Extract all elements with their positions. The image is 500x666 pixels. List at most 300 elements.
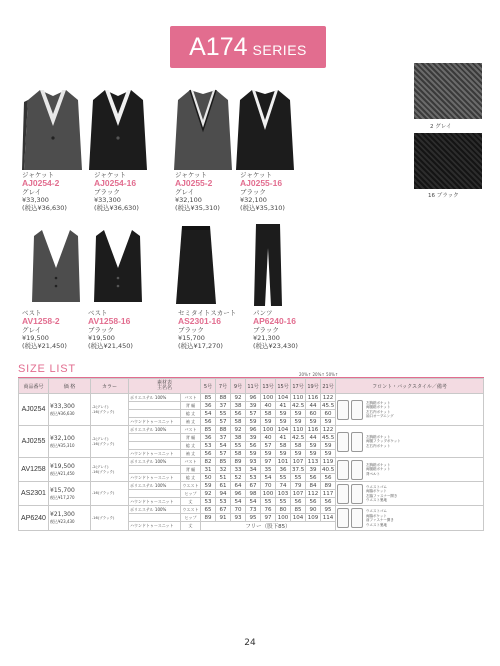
size-value: 100 [261, 490, 276, 498]
back-style-icon [351, 460, 363, 480]
table-row [19, 482, 484, 490]
size-value: 57 [216, 418, 231, 426]
item-code: AP6240-16 [253, 316, 297, 326]
measure-part: 袖 丈 [181, 450, 201, 458]
size-value: 51 [216, 474, 231, 482]
size-value: 110 [291, 426, 306, 434]
price-tax-value: 税込¥17,270 [50, 494, 75, 500]
size-value: 53 [246, 474, 261, 482]
product-colors: -16(ブラック) [91, 482, 129, 506]
size-value: 32 [216, 466, 231, 474]
item-price: ¥33,300 [94, 196, 121, 204]
size-value: 39 [306, 466, 321, 474]
size-value: 58 [261, 410, 276, 418]
product-price [49, 482, 91, 506]
size-value: 58 [231, 450, 246, 458]
size-value: 57 [216, 450, 231, 458]
size-value: 55 [276, 498, 291, 506]
size-value: 96 [246, 426, 261, 434]
size-value: 113 [306, 458, 321, 466]
size-value: 56 [201, 418, 216, 426]
item-code: AJ0254-2 [22, 178, 60, 188]
item-color: グレイ [22, 188, 42, 196]
header-size: 13号 [261, 379, 276, 394]
size-value: 36 [201, 402, 216, 410]
front-style-icon [337, 508, 349, 528]
size-value: 59 [321, 450, 336, 458]
header-price: 価 格 [49, 379, 91, 394]
item-price: ¥21,300 [253, 334, 280, 342]
skirt-as2301-16-image [170, 224, 222, 306]
style-note-cell [336, 482, 484, 506]
measure-part: 総 丈 [181, 474, 201, 482]
size-value: 53 [216, 498, 231, 506]
size-value: 91 [216, 514, 231, 522]
material-cell: ハウンドトゥースニット [129, 522, 181, 531]
size-value: 59 [261, 418, 276, 426]
material-cell: ハウンドトゥースニット [129, 450, 181, 458]
size-value: 54 [246, 498, 261, 506]
item-color: ブラック [88, 326, 114, 334]
item-type: ベスト [88, 309, 108, 317]
product-code: AV1258 [19, 458, 49, 482]
material-cell [129, 514, 181, 522]
header-color: カラー [91, 379, 129, 394]
size-value: 53 [201, 442, 216, 450]
size-value: 55 [291, 474, 306, 482]
size-value: 97 [261, 514, 276, 522]
size-value: 76 [261, 506, 276, 514]
front-style-icon [337, 432, 349, 452]
size-value: 67 [246, 482, 261, 490]
size-value: 80 [276, 506, 291, 514]
size-value: 100 [276, 514, 291, 522]
size-value: 59 [306, 450, 321, 458]
size-value: 39 [246, 402, 261, 410]
item-color: ブラック [94, 188, 120, 196]
item-color: グレイ [175, 188, 195, 196]
pants-ap6240-16-image [252, 222, 284, 308]
item-price-tax: (税込¥23,430) [253, 342, 298, 350]
measure-part: バスト [181, 426, 201, 434]
size-value: 56 [231, 410, 246, 418]
size-value: 67 [216, 506, 231, 514]
item-price-tax: (税込¥21,450) [88, 342, 133, 350]
item-color: ブラック [240, 188, 266, 196]
size-value: 109 [306, 514, 321, 522]
item-price-tax: (税込¥17,270) [178, 342, 223, 350]
price-tax-value: 税込¥23,430 [50, 519, 75, 524]
size-value: 93 [231, 514, 246, 522]
front-style-icon [337, 484, 349, 504]
item-price-tax: (税込¥35,310) [175, 204, 220, 212]
size-value: 122 [321, 426, 336, 434]
size-value: 40 [261, 402, 276, 410]
item-color: ブラック [253, 326, 279, 334]
size-value: 42.5 [292, 434, 305, 441]
size-value: 97 [261, 458, 276, 466]
size-value: 104 [276, 426, 291, 434]
header-size: 11号 [246, 379, 261, 394]
header-size: 19号 [306, 379, 321, 394]
size-value: 39 [246, 434, 261, 442]
size-value: 37.5 [292, 466, 305, 473]
bottom-caption-4 [253, 309, 298, 350]
size-value: 59 [246, 418, 261, 426]
size-value: 57 [261, 442, 276, 450]
measure-part: バスト [181, 458, 201, 466]
size-value: 85 [216, 458, 231, 466]
size-value: 59 [276, 418, 291, 426]
size-value: 54 [201, 410, 216, 418]
header-code: 商品番号 [19, 379, 49, 394]
size-value: 44 [306, 434, 321, 442]
header-size: 9号 [231, 379, 246, 394]
price-value: ¥32,100 [50, 434, 75, 442]
jacket-aj0255-2-image [172, 86, 234, 172]
style-note: 左胸箱ポケット 両腰フラップポケット 左右内ポケット [366, 434, 401, 448]
style-note: ウエストゴム 両脇ポケット 左脇ファスナー開き ウエスト裏地 [366, 484, 398, 502]
size-value: 45.5 [322, 434, 335, 441]
jacket-caption-1 [22, 171, 67, 212]
size-table [18, 378, 484, 531]
size-value: 56 [201, 450, 216, 458]
size-value: 96 [246, 394, 261, 402]
size-value: 59 [276, 450, 291, 458]
size-value: 59 [306, 442, 321, 450]
size-value: 56 [246, 442, 261, 450]
material-cell [129, 490, 181, 498]
back-style-icon [351, 400, 363, 420]
material-cell: ハウンドトゥースニット [129, 418, 181, 426]
size-value: 38 [231, 434, 246, 442]
material-cell [129, 402, 181, 410]
size-value: 41 [276, 402, 291, 410]
series-banner [170, 26, 326, 68]
style-note-cell [336, 394, 484, 426]
measure-part: 袖 丈 [181, 418, 201, 426]
size-value: 117 [321, 490, 336, 498]
measure-part: ウエスト [181, 482, 201, 490]
size-value: 40.5 [322, 466, 335, 473]
product-colors: -2(グレイ) -16(ブラック) [91, 458, 129, 482]
header-size: 5号 [201, 379, 216, 394]
header-material: 素材表 主名名 [129, 379, 201, 394]
price-value: ¥33,300 [50, 402, 75, 410]
size-table-body [19, 394, 484, 531]
fabric-swatch-gray [414, 63, 482, 119]
size-value: 59 [291, 418, 306, 426]
product-code: AJ0255 [19, 426, 49, 458]
bottom-caption-1 [22, 309, 67, 350]
size-value: 59 [291, 410, 306, 418]
jacket-aj0254-16-image [87, 86, 149, 172]
size-value: 116 [306, 394, 321, 402]
measure-part: 丈 [181, 498, 201, 506]
size-value: 59 [321, 418, 336, 426]
size-value: 58 [276, 442, 291, 450]
size-list-title: SIZE LIST [18, 363, 76, 375]
size-value: 100 [261, 426, 276, 434]
size-value: 31 [201, 466, 216, 474]
size-value: 89 [231, 458, 246, 466]
size-value: 33 [231, 466, 246, 474]
size-value: 56 [306, 474, 321, 482]
style-note: 左胸箱ポケット 両腰箱ポケット 背ベルト [366, 462, 391, 476]
table-row [19, 426, 484, 434]
size-value: 70 [261, 482, 276, 490]
header-size: 17号 [291, 379, 306, 394]
size-table-header [19, 379, 484, 394]
jacket-caption-4 [240, 171, 285, 212]
size-value: 70 [231, 506, 246, 514]
measure-part: 背 幅 [181, 434, 201, 442]
item-price: ¥15,700 [178, 334, 205, 342]
item-price: ¥33,300 [22, 196, 49, 204]
swatch-label-gray: 2 グレイ [430, 124, 452, 130]
size-value: 122 [321, 394, 336, 402]
item-color: ブラック [178, 326, 204, 334]
size-value: 92 [201, 490, 216, 498]
size-value: 88 [216, 426, 231, 434]
size-value: 59 [276, 410, 291, 418]
table-row [19, 394, 484, 402]
unit-note: 20%↑ 20%↑ 50%↑ [299, 372, 339, 377]
item-price-tax: (税込¥21,450) [22, 342, 67, 350]
jacket-caption-2 [94, 171, 139, 212]
style-note-cell [336, 426, 484, 458]
price-value: ¥19,500 [50, 462, 75, 470]
size-value: 116 [306, 426, 321, 434]
size-value: 107 [291, 458, 306, 466]
item-code: AJ0255-16 [240, 178, 283, 188]
material-cell: ポリエステル 100% [129, 482, 181, 490]
size-value: 73 [246, 506, 261, 514]
size-value: 94 [216, 490, 231, 498]
item-price: ¥19,500 [22, 334, 49, 342]
size-value: 92 [231, 394, 246, 402]
item-type: ジャケット [94, 171, 127, 179]
size-value: 55 [276, 474, 291, 482]
size-value: 54 [216, 442, 231, 450]
measure-part: 丈 [181, 522, 201, 531]
size-value: 56 [321, 474, 336, 482]
product-price [49, 426, 91, 458]
item-type: ジャケット [22, 171, 55, 179]
size-value: 85 [291, 506, 306, 514]
item-type: パンツ [253, 309, 273, 317]
size-value: 119 [321, 458, 336, 466]
size-value: 59 [306, 418, 321, 426]
size-value: 107 [291, 490, 306, 498]
size-value: 35 [261, 466, 276, 474]
series-code: A174 [189, 32, 248, 61]
header-size: 15号 [276, 379, 291, 394]
size-value: 88 [216, 394, 231, 402]
vest-av1258-16-image [92, 228, 144, 304]
size-value: 54 [261, 474, 276, 482]
style-note: ウエストゴム 両脇ポケット 前ファスナー開き ウエスト裏地 [366, 509, 394, 527]
size-value: 42.5 [292, 402, 305, 409]
item-color: グレイ [22, 326, 42, 334]
size-value: 55 [216, 410, 231, 418]
material-cell: ポリエステル 100% [129, 506, 181, 514]
material-cell [129, 410, 181, 418]
size-value: 52 [231, 474, 246, 482]
size-value: 58 [231, 418, 246, 426]
product-code: AP6240 [19, 506, 49, 531]
material-cell: ハウンドトゥースニット [129, 474, 181, 482]
size-value: 95 [321, 506, 336, 514]
size-value: 65 [201, 506, 216, 514]
size-value: 84 [306, 482, 321, 490]
size-value: 37 [216, 434, 231, 442]
size-value: 104 [276, 394, 291, 402]
style-note: 左胸箱ポケット 両腰箱ポケット 左右内ポケット 袖口オープニング [366, 400, 394, 418]
measure-part: 総 丈 [181, 410, 201, 418]
size-value: 59 [261, 450, 276, 458]
jacket-caption-3 [175, 171, 220, 212]
material-cell [129, 434, 181, 442]
size-value: 95 [246, 514, 261, 522]
size-value: 36 [201, 434, 216, 442]
size-value: 55 [261, 498, 276, 506]
item-type: セミタイトスカート [178, 309, 237, 317]
size-value: 82 [201, 458, 216, 466]
size-value: 55 [231, 442, 246, 450]
jacket-aj0254-2-image [22, 86, 84, 172]
back-style-icon [351, 432, 363, 452]
size-value: 64 [231, 482, 246, 490]
size-value: 85 [201, 426, 216, 434]
size-value: 103 [276, 490, 291, 498]
item-type: ベスト [22, 309, 42, 317]
product-price [49, 394, 91, 426]
page-number: 24 [244, 638, 256, 648]
product-price [49, 506, 91, 531]
product-code: AS2301 [19, 482, 49, 506]
item-type: ジャケット [175, 171, 208, 179]
material-cell: ハウンドトゥースニット [129, 498, 181, 506]
vest-av1258-2-image [30, 228, 82, 304]
product-colors: -2(グレイ) -16(ブラック) [91, 394, 129, 426]
size-value: 104 [291, 514, 306, 522]
header-size: 21号 [321, 379, 336, 394]
price-value: ¥21,300 [50, 511, 75, 518]
size-value: 53 [201, 498, 216, 506]
size-value: 110 [291, 394, 306, 402]
swatch-label-black: 16 ブラック [428, 193, 459, 199]
style-note-cell [336, 458, 484, 482]
jacket-aj0255-16-image [234, 86, 296, 172]
size-value: 50 [201, 474, 216, 482]
size-value: 59 [246, 450, 261, 458]
size-value: 41 [276, 434, 291, 442]
item-price-tax: (税込¥36,630) [94, 204, 139, 212]
size-value: 85 [201, 394, 216, 402]
price-value: ¥15,700 [50, 486, 75, 494]
item-type: ジャケット [240, 171, 273, 179]
product-colors: -2(グレイ) -16(ブラック) [91, 426, 129, 458]
table-row [19, 506, 484, 514]
front-style-icon [337, 460, 349, 480]
size-value: 100 [261, 394, 276, 402]
size-value: 38 [231, 402, 246, 410]
price-tax-value: 税込¥36,630 [50, 410, 75, 416]
material-cell [129, 466, 181, 474]
size-value: 93 [246, 458, 261, 466]
size-value: 89 [321, 482, 336, 490]
material-cell: ポリエステル 100% [129, 426, 181, 434]
size-value: 37 [216, 402, 231, 410]
size-value: 114 [321, 514, 336, 522]
size-value: 60 [306, 410, 321, 418]
free-size-cell: フリー（股下85） [201, 522, 336, 531]
material-cell: ポリエステル 100% [129, 394, 181, 402]
size-value: 40 [261, 434, 276, 442]
size-value: 112 [306, 490, 321, 498]
item-code: AV1258-16 [88, 316, 131, 326]
size-value: 90 [306, 506, 321, 514]
size-value: 57 [246, 410, 261, 418]
table-row [19, 458, 484, 466]
measure-part: 背 幅 [181, 402, 201, 410]
item-code: AS2301-16 [178, 316, 222, 326]
size-value: 56 [321, 498, 336, 506]
size-value: 58 [291, 442, 306, 450]
size-value: 34 [246, 466, 261, 474]
size-value: 98 [246, 490, 261, 498]
measure-part: 総 丈 [181, 442, 201, 450]
item-price-tax: (税込¥35,310) [240, 204, 285, 212]
measure-part: 背 幅 [181, 466, 201, 474]
size-value: 44 [306, 402, 321, 410]
size-value: 59 [201, 482, 216, 490]
size-value: 89 [201, 514, 216, 522]
size-value: 36 [276, 466, 291, 474]
product-code: AJ0254 [19, 394, 49, 426]
size-value: 61 [216, 482, 231, 490]
size-value: 79 [291, 482, 306, 490]
size-value: 54 [231, 498, 246, 506]
item-price-tax: (税込¥36,630) [22, 204, 67, 212]
size-value: 59 [321, 442, 336, 450]
front-style-icon [337, 400, 349, 420]
size-value: 56 [291, 498, 306, 506]
size-value: 56 [306, 498, 321, 506]
size-value: 92 [231, 426, 246, 434]
size-value: 59 [291, 450, 306, 458]
back-style-icon [351, 484, 363, 504]
item-code: AJ0255-2 [175, 178, 213, 188]
measure-part: バスト [181, 394, 201, 402]
product-colors: -16(ブラック) [91, 506, 129, 531]
size-value: 45.5 [322, 402, 335, 409]
item-price: ¥32,100 [240, 196, 267, 204]
material-cell: ポリエステル 100% [129, 458, 181, 466]
product-price [49, 458, 91, 482]
fabric-swatch-black [414, 133, 482, 189]
size-value: 60 [321, 410, 336, 418]
style-note-cell [336, 506, 484, 531]
measure-part: ヒップ [181, 490, 201, 498]
measure-part: ウエスト [181, 506, 201, 514]
price-tax-value: 税込¥21,450 [50, 470, 75, 476]
size-value: 74 [276, 482, 291, 490]
item-code: AV1258-2 [22, 316, 60, 326]
size-value: 101 [276, 458, 291, 466]
series-word: SERIES [252, 42, 307, 58]
